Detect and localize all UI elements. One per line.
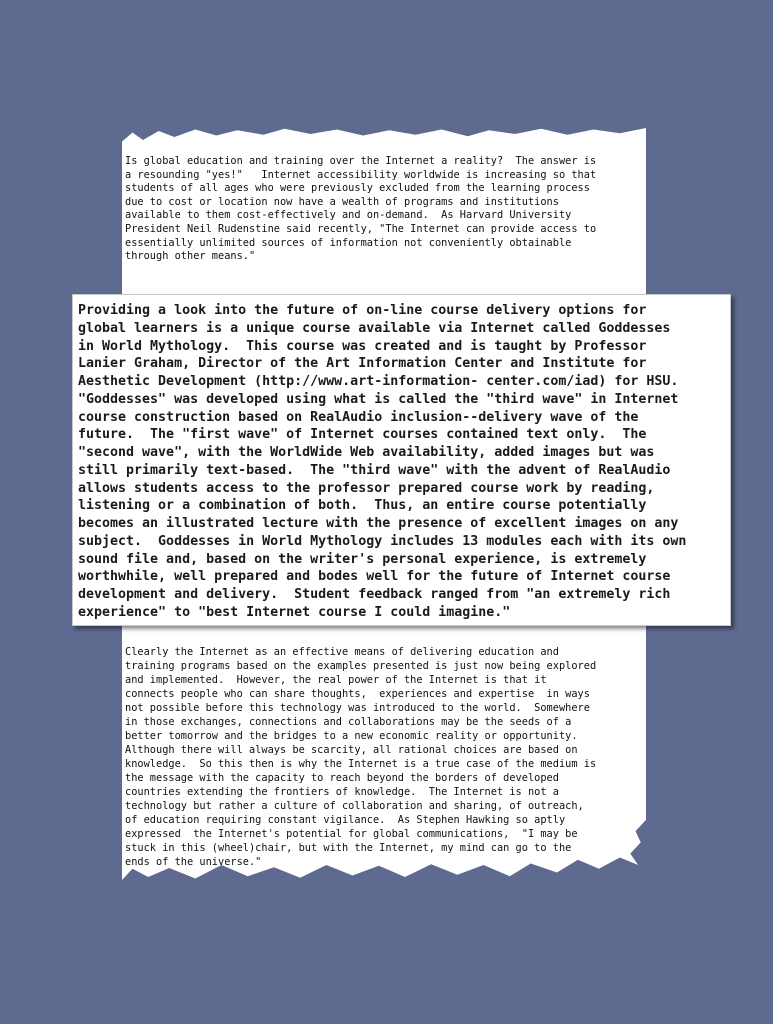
intro-paragraph: Is global education and training over the Internet a reality? The answer is a resounding "yes!" Internet accessibility worldwide is increasing so that students of all ages who were previously excluded from the learning process due to cost or location now have a wealth of programs and institutions available to them cost-effectively and on-demand. As Harvard University President Neil Rudenstine said recently, "The Internet can provide access to essentially unlimited sources of information not conveniently obtainable through other means." [125, 155, 597, 263]
highlighted-excerpt-paragraph: Providing a look into the future of on-line course delivery options for global learners is a unique course available via Internet called Goddesses in World Mythology. This course was created and is taught by Professor Lanier Graham, Director of the Art Information Center and Institute for Aesthetic Development (http://www.art-information- center.com/iad) for HSU. "Goddesses" was developed using what is called the "third wave" in Internet course construction based on RealAudio inclusion--delivery wave of the future. The "first wave" of Internet courses contained text only. The "second wave", with the WorldWide Web availability, added images but was still primarily text-based. The "third wave" with the advent of RealAudio allows students access to the professor prepared course work by reading, listening or a combination of both. Thus, an entire course potentially becomes an illustrated lecture with the presence of excellent images on any subject. Goddesses in World Mythology includes 13 modules each with its own sound file and, based on the writer's personal experience, is extremely worthwhile, well prepared and bodes well for the future of Internet course development and delivery. Student feedback ranged from "an extremely rich experience" to "best Internet course I could imagine." [78, 303, 687, 620]
closing-paragraph: Clearly the Internet as an effective means of delivering education and training programs based on the examples presented is just now being explored and implemented. However, the real power of the Internet is that it connects people who can share thoughts, experiences and expertise in ways not possible before this technology was introduced to the world. Somewhere in those exchanges, connections and collaborations may be the seeds of a better tomorrow and the bridges to a new economic reality or opportunity. Although there will always be scarcity, all rational choices are based on knowledge. So this then is why the Internet is a true case of the medium is the message with the capacity to reach beyond the borders of developed countries extending the frontiers of knowledge. The Internet is not a technology but rather a culture of collaboration and sharing, of outreach, of education requiring constant vigilance. As Stephen Hawking so aptly expressed the Internet's potential for global communications, "I may be stuck in this (wheel)chair, but with the Internet, my mind can go to the ends of the universe." [125, 646, 597, 868]
